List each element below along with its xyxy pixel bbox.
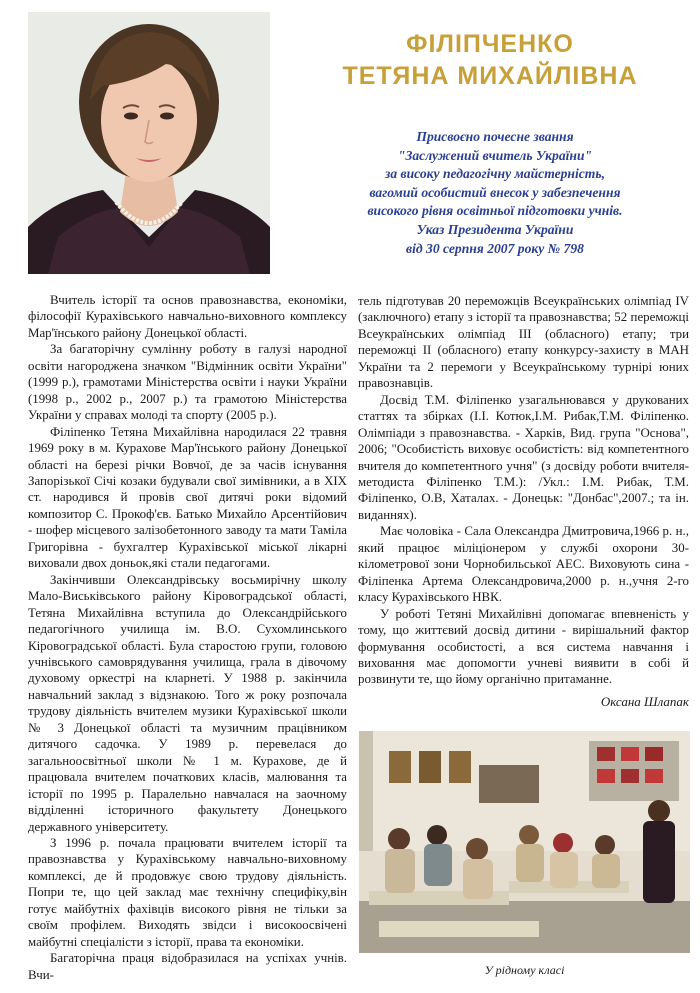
right-text-column [358,293,689,710]
paragraph: Має чоловіка - Сала Олександра Дмитровича,1966 р. н., який працює міліціонером у службі охорони 30-кілометрової зони Чорнобильської АЕС. Виховують сина - Філіпенка Артема Олександровича,2000 р. н.,учня 2-го класу Курахівського НВК. [358,524,689,605]
award-statement [300,128,690,258]
paragraph: Досвід Т.М. Філіпенко узагальнювався у друкованих статтях та збірках (І.І. Котюк,І.М. Рибак,Т.М. Філіпенко. Олімпіади з правознавства. - Харків, Вид. група "Основа", 2006; "Особистість виховує особистість: від компетентного вчителя до компетентного учня" (з досвіду роботи вчителя-методиста Філіпенко Т.М.): /Укл.: І.М. Рибак, Т.М. Філіпенко, О.В, Хаталах. - Донецьк: "Донбас",2007.; та ін. виданнях). [358,392,689,522]
paragraph: Вчитель історії та основ правознавства, економіки, філософії Курахівського навчально-виховного комплексу Мар'їнського району Донецької області. [28,293,347,340]
photo-caption: У рідному класі [484,963,565,977]
paragraph: Багаторічна праця відобразилася на успіхах учнів. Вчи- [28,951,347,982]
author-signature: Оксана Шлапак [600,693,689,709]
award-line: вагомий особистий внесок у забезпечення [369,184,621,200]
surname: ФІЛІПЧЕНКО [406,30,574,58]
left-text-column [28,292,347,983]
paragraph: У роботі Тетяні Михайлівні допомагає впевненість у тому, що життєвий досвід дитини - вирішальний фактор формування особистості, а вся система навчання і виховання має допомогти учневі виявити в собі й розвинути те, що йому органічно притаманне. [358,606,689,687]
paragraph: Закінчивши Олександрівську восьмирічну школу Мало-Виськівського району Кіровоградської області, Тетяна Михайлівна вступила до Олександрійського педагогічного училища ім. В.О. Сухомлинського Кіровоградської області. Була старостою групи, головою учнівського самоврядування училища, грала в дівочому духовому оркестрі на кларнеті. У 1988 р. закінчила навчальний заклад з відзнакою. Того ж року розпочала трудову діяльність вчителем музики Курахівської школи № 3 Донецької області та музичним працівником дитячого садочка. У 1989 р. перевелася до загальноосвітньої школи № 1 м. Курахове, де й працювала вчителем початкових класів, малювання та історії по 1995 р. Паралельно навчалася на заочному відділенні історичного факультету Донецького державного університету. [28,572,347,834]
paragraph: Філіпенко Тетяна Михайлівна народилася 22 травня 1969 року в м. Курахове Мар'їнського району Донецької області на березі річки Вовчої, де за часів існування Запорізької Січі козаки будували свої зимівники, а в XIX ст. народився й провів свої дитячі роки відомий композитор С. Прокоф'єв. Батько Михайло Арсентійович - шофер місцевого залізобетонного заводу та мати Таміла Григорівна - бухгалтер Курахівської міської лікарні виховали двох доньок,які стали педагогами. [28,424,347,571]
portrait-photo [28,12,270,274]
award-line: Присвоєно почесне звання [416,129,574,144]
paragraph-continuation: тель підготував 20 переможців Всеукраїнських олімпіад IV (заключного) етапу з історії та правознавства; 52 переможці Всеукраїнських олімпіад III (обласного) етапу; три переможці II (обласного) етапу конкурсу-захисту в МАН України та 2 перемоги у Всеукраїнському турнірі юних правознавців. [358,294,689,391]
paragraph: З 1996 р. почала працювати вчителем історії та правознавства у Курахівському навчально-виховному комплексі, де й продовжує свою трудову діяльність. Попри те, що цей заклад має технічну специфіку,він готує майбутніх фахівців високого рівня не тільки за своїм профілем. Виходять звідси і високоосвічені майбутні спеціалісти з історії, права та економіки. [28,835,347,949]
award-line: "Заслужений вчитель України" [397,147,593,163]
given-names: ТЕТЯНА МИХАЙЛІВНА [342,62,638,90]
award-line: за високу педагогічну майстерність, [385,166,605,182]
award-line: високого рівня освітньої підготовки учнів. [367,203,623,219]
person-name-header [290,28,690,92]
award-line: від 30 серпня 2007 року № 798 [406,240,584,256]
award-line: Указ Президента України [416,221,574,237]
paragraph: За багаторічну сумлінну роботу в галузі народної освіти нагороджена значком "Відмінник освіти України" (1999 р.), грамотами Міністерства освіти і науки України (1998 р., 2002 р., 2007 р.) та грамотою Міністерства України у справах молоді та спорту (2005 р.). [28,342,347,423]
classroom-photo [359,731,690,953]
